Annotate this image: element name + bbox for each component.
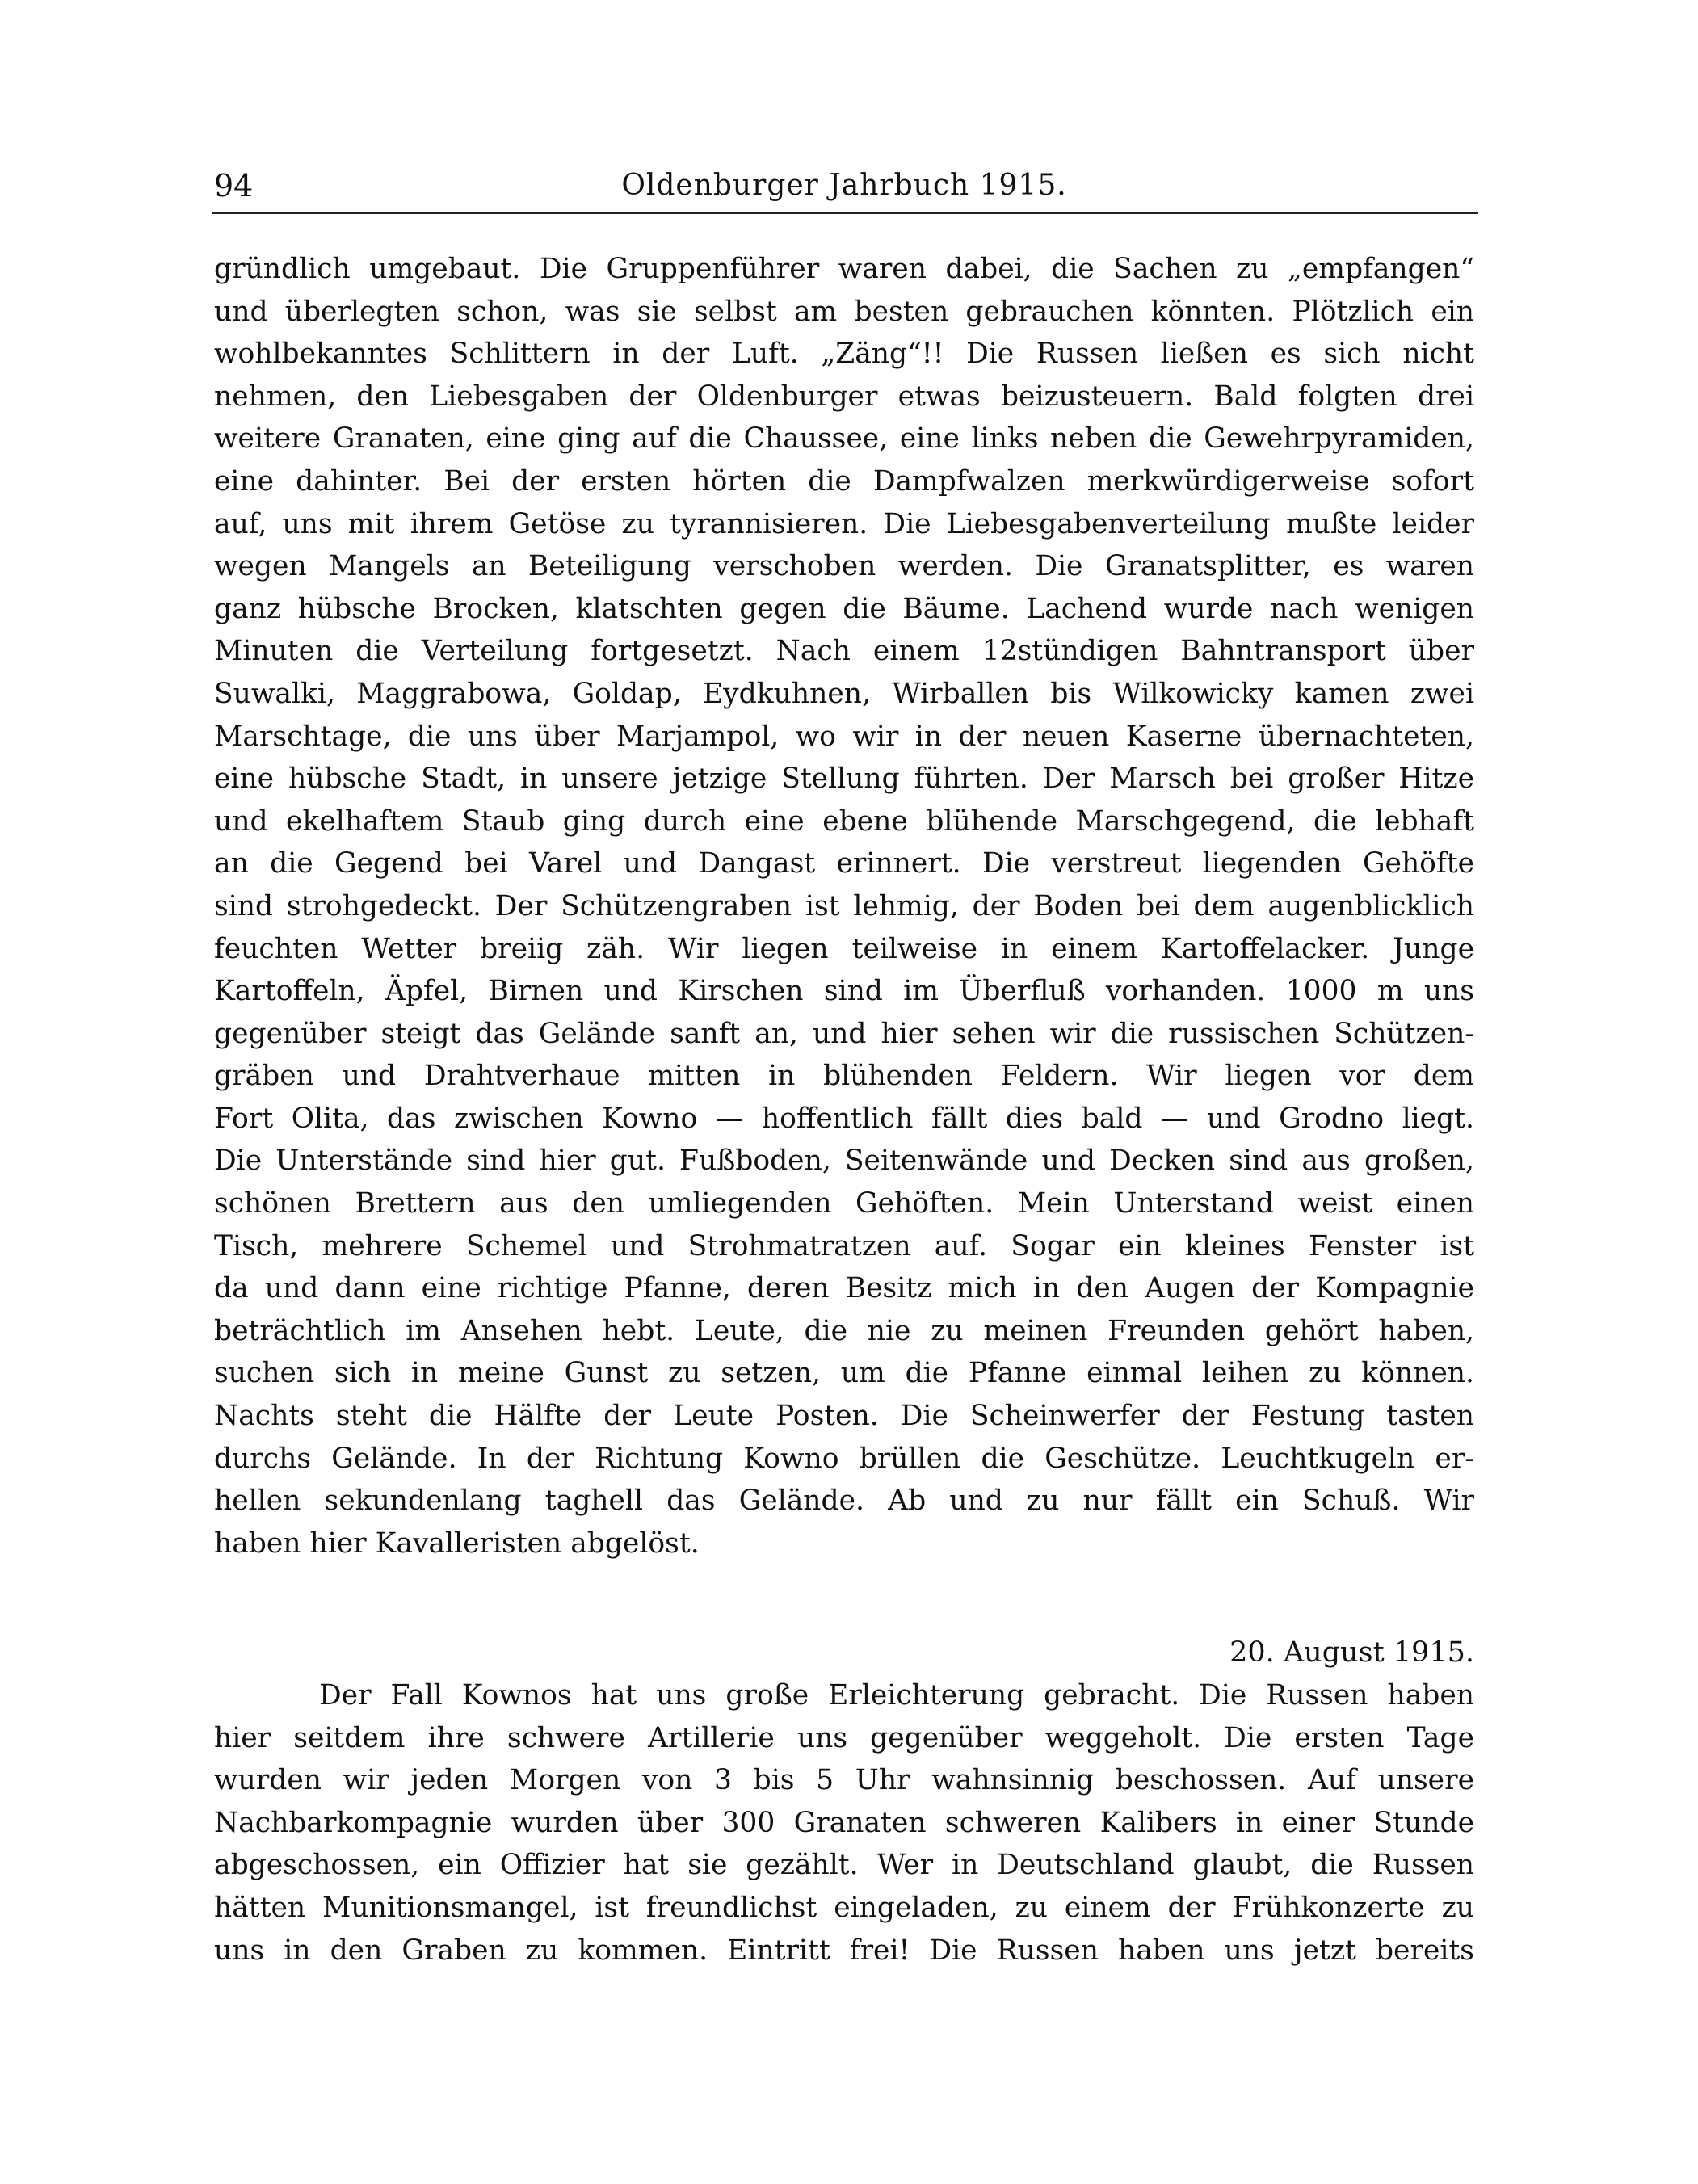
text-line: hätten Munitionsmangel, ist freundlichst eingeladen, zu einem der Frühkonzerte zu [214,1891,1474,1924]
text-line: feuchten Wetter breiig zäh. Wir liegen teilweise in einem Kartoffelacker. Junge [214,932,1474,965]
text-line: schönen Brettern aus den umliegenden Gehöften. Mein Unterstand weist einen [214,1187,1474,1220]
text-line: ganz hübsche Brocken, klatschten gegen die Bäume. Lachend wurde nach wenigen [214,592,1474,625]
text-line: beträchtlich im Ansehen hebt. Leute, die nie zu meinen Freunden gehört haben, [214,1314,1474,1347]
text-line: und ekelhaftem Staub ging durch eine ebene blühende Marschgegend, die lebhaft [214,804,1474,838]
text-line: Tisch, mehrere Schemel und Strohmatratzen auf. Sogar ein kleines Fenster ist [214,1229,1474,1262]
paragraph-2 [214,1674,1474,1972]
text-line: da und dann eine richtige Pfanne, deren Besitz mich in den Augen der Kompagnie [214,1272,1474,1305]
dateline: 20. August 1915. [1229,1636,1474,1669]
text-line: eine hübsche Stadt, in unsere jetzige Stellung führten. Der Marsch bei großer Hitze [214,762,1474,796]
text-line: gründlich umgebaut. Die Gruppenführer waren dabei, die Sachen zu „empfangen“ [214,253,1474,285]
header-rule [212,212,1478,214]
text-line: gegenüber steigt das Gelände sanft an, und hier sehen wir die russischen Schützen- [214,1017,1474,1050]
text-line: Nachbarkompagnie wurden über 300 Granaten schweren Kalibers in einer Stunde [214,1806,1474,1839]
text-line: Nachts steht die Hälfte der Leute Posten. Die Scheinwerfer der Festung tasten [214,1400,1474,1433]
text-line: Kartoffeln, Äpfel, Birnen und Kirschen sind im Überfluß vorhanden. 1000 m uns [214,975,1474,1008]
text-line: und überlegten schon, was sie selbst am besten gebrauchen könnten. Plötzlich ein [214,295,1474,328]
text-line: wurden wir jeden Morgen von 3 bis 5 Uhr wahnsinnig beschossen. Auf unsere [214,1764,1474,1797]
text-line: auf, uns mit ihrem Getöse zu tyrannisieren. Die Liebesgabenverteilung mußte leider [214,507,1474,540]
text-line: Der Fall Kownos hat uns große Erleichterung gebracht. Die Russen haben [319,1679,1474,1712]
text-line: wegen Mangels an Beteiligung verschoben werden. Die Granatsplitter, es waren [214,550,1474,583]
text-line: hellen sekundenlang taghell das Gelände. Ab und zu nur fällt ein Schuß. Wir [214,1485,1474,1518]
page-number: 94 [214,168,254,204]
text-line: eine dahinter. Bei der ersten hörten die Dampfwalzen merkwürdigerweise sofort [214,464,1474,498]
text-line: nehmen, den Liebesgaben der Oldenburger etwas beizusteuern. Bald folgten drei [214,380,1474,413]
text-line: gräben und Drahtverhaue mitten in blühenden Feldern. Wir liegen vor dem [214,1060,1474,1093]
text-line: Die Unterstände sind hier gut. Fußboden, Seitenwände und Decken sind aus großen, [214,1144,1474,1178]
text-line: suchen sich in meine Gunst zu setzen, um die Pfanne einmal leihen zu können. [214,1357,1474,1390]
running-title: Oldenburger Jahrbuch 1915. [621,169,1067,202]
text-line: weitere Granaten, eine ging auf die Chaussee, eine links neben die Gewehrpyramiden, [214,422,1474,456]
text-line: sind strohgedeckt. Der Schützengraben ist lehmig, der Boden bei dem augenblicklich [214,889,1474,922]
page-header [214,166,1474,206]
text-line: Marschtage, die uns über Marjampol, wo wir in der neuen Kaserne übernachteten, [214,720,1474,753]
paragraph-1 [214,248,1474,1564]
text-line: Suwalki, Maggrabowa, Goldap, Eydkuhnen, Wirballen bis Wilkowicky kamen zwei [214,677,1474,710]
text-line: wohlbekanntes Schlittern in der Luft. „Zäng“!! Die Russen ließen es sich nicht [214,338,1474,371]
text-line: hier seitdem ihre schwere Artillerie uns gegenüber weggeholt. Die ersten Tage [214,1721,1474,1754]
text-line: Minuten die Verteilung fortgesetzt. Nach einem 12stündigen Bahntransport über [214,635,1474,668]
text-line: uns in den Graben zu kommen. Eintritt frei! Die Russen haben uns jetzt bereits [214,1934,1474,1967]
text-line: Fort Olita, das zwischen Kowno — hoffentlich fällt dies bald — und Grodno liegt. [214,1102,1474,1135]
text-line: an die Gegend bei Varel und Dangast erinnert. Die verstreut liegenden Gehöfte [214,847,1474,880]
text-line: durchs Gelände. In der Richtung Kowno brüllen die Geschütze. Leuchtkugeln er- [214,1442,1474,1475]
text-line: haben hier Kavalleristen abgelöst. [214,1527,700,1560]
text-line: abgeschossen, ein Offizier hat sie gezählt. Wer in Deutschland glaubt, die Russen [214,1849,1474,1882]
